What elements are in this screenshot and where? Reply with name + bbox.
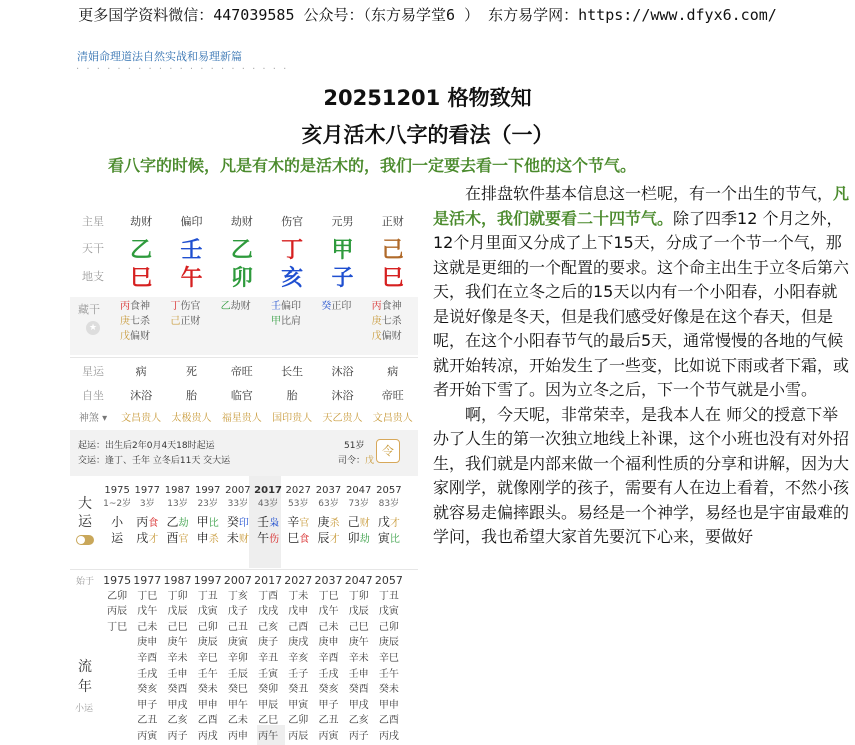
dayun-column[interactable] xyxy=(313,485,343,547)
liunian-year-cell[interactable]: 丁亥 xyxy=(227,590,248,602)
dayun-age: 3岁 xyxy=(139,499,155,509)
liunian-year-cell[interactable]: 乙丑 xyxy=(137,715,158,727)
dayun-year: 2017 xyxy=(254,485,283,496)
row-label: 地支 xyxy=(82,270,104,283)
zizuo-cell: 帝旺 xyxy=(381,389,404,402)
header-cell: 偏印 xyxy=(180,215,203,228)
xingyun-cell: 病 xyxy=(135,365,147,378)
canggan-column xyxy=(372,299,402,344)
dayun-age: 33岁 xyxy=(227,499,249,509)
liunian-year-cell[interactable]: 辛未 xyxy=(167,652,188,664)
liunian-year-cell[interactable]: 壬午 xyxy=(197,668,218,680)
liunian-year-cell[interactable]: 丁酉 xyxy=(258,590,279,602)
liunian-column xyxy=(132,573,162,745)
liunian-year-cell[interactable]: 丁丑 xyxy=(197,590,218,602)
liunian-year-cell[interactable]: 甲辰 xyxy=(258,699,279,711)
zizuo-cell: 沐浴 xyxy=(130,389,153,402)
dayun-ganzhi: 戊才 xyxy=(377,515,400,529)
liunian-year-cell[interactable]: 癸亥 xyxy=(137,684,158,696)
liunian-year-cell[interactable]: 甲午 xyxy=(227,699,248,711)
paragraph-1 xyxy=(433,182,853,403)
liunian-year-cell[interactable]: 庚辰 xyxy=(197,637,218,649)
dayun-column[interactable] xyxy=(374,485,404,547)
liunian-start-year: 2047 xyxy=(344,574,373,587)
canggan-column xyxy=(321,299,351,314)
liunian-year-cell[interactable]: 壬申 xyxy=(348,668,369,680)
liunian-year-cell[interactable]: 壬戌 xyxy=(137,668,158,680)
liunian-year-cell[interactable]: 癸卯 xyxy=(258,684,279,696)
dayun-ganzhi: 卯劫 xyxy=(347,531,370,545)
liunian-year-cell[interactable]: 戊午 xyxy=(137,606,158,618)
xiaoyun-label: 小运 xyxy=(75,704,94,714)
dayun-ganzhi: 运 xyxy=(111,531,124,545)
dizhi-cell: 巳 xyxy=(130,265,153,291)
dayun-ganzhi: 戌才 xyxy=(136,531,159,545)
canggan-item: 己正财 xyxy=(170,316,201,327)
liunian-column xyxy=(223,573,253,745)
zizuo-cell: 胎 xyxy=(286,389,298,402)
dayun-age: 63岁 xyxy=(318,499,339,509)
shensha-cell: 文昌贵人 xyxy=(121,412,162,424)
liunian-column xyxy=(162,573,192,745)
divider xyxy=(70,569,418,570)
liunian-year-cell[interactable]: 庚申 xyxy=(318,637,339,649)
liunian-year-cell[interactable]: 丁卯 xyxy=(348,590,369,602)
liunian-year-cell[interactable]: 丁巳 xyxy=(107,621,128,633)
liunian-start-year: 2017 xyxy=(254,574,283,587)
canggan-item: 丁伤官 xyxy=(170,301,201,312)
xingyun-cell: 病 xyxy=(387,365,399,378)
liunian-start-year: 2007 xyxy=(223,574,252,587)
zizuo-cell: 沐浴 xyxy=(331,389,354,402)
dayun-year: 2007 xyxy=(225,485,251,496)
liunian-year-cell[interactable]: 戊寅 xyxy=(197,606,218,618)
dayun-column[interactable] xyxy=(162,485,192,547)
dayun-column[interactable] xyxy=(253,485,283,547)
liunian-year-cell[interactable]: 丙子 xyxy=(348,730,369,742)
canggan-column xyxy=(271,299,301,329)
zizuo-cell: 胎 xyxy=(185,389,197,402)
liunian-year-cell[interactable]: 壬子 xyxy=(288,668,309,680)
row-label: 主星 xyxy=(82,215,104,228)
shensha-cell: 国印贵人 xyxy=(272,412,313,424)
dayun-year: 2047 xyxy=(345,485,372,496)
liunian-year-cell[interactable]: 壬午 xyxy=(378,668,399,680)
zizuo-cell: 临官 xyxy=(230,389,253,402)
liunian-year-cell[interactable]: 丁巳 xyxy=(318,590,339,602)
canggan-label: 藏干 xyxy=(78,303,100,316)
dayun-column[interactable] xyxy=(283,485,313,547)
shensha-cell: 太极贵人 xyxy=(171,412,212,424)
dayun-ganzhi: 寅比 xyxy=(377,531,400,545)
liunian-year-cell[interactable]: 辛巳 xyxy=(197,652,218,664)
liunian-column xyxy=(253,573,283,745)
dizhi-cell: 卯 xyxy=(230,265,253,291)
canggan-item: 甲比肩 xyxy=(271,316,301,327)
siling-value: 戊 xyxy=(365,456,375,466)
liunian-year-cell[interactable]: 戊子 xyxy=(227,606,248,618)
dayun-column[interactable] xyxy=(223,485,253,547)
liunian-year-cell[interactable]: 丙辰 xyxy=(288,730,309,742)
liunian-column xyxy=(313,573,343,745)
article-title: 20251201 格物致知 xyxy=(323,86,532,110)
article-subtitle: 亥月活木八字的看法（一） xyxy=(301,123,554,147)
liunian-column xyxy=(374,573,404,745)
liunian-year-cell[interactable]: 辛卯 xyxy=(227,652,248,664)
star-icon[interactable]: ★ xyxy=(86,321,100,335)
dayun-ganzhi: 未财 xyxy=(226,531,249,545)
p1-highlight: 凡是活木，我们就要看二十四节气。 xyxy=(433,184,850,228)
current-age: 51岁 xyxy=(344,441,365,451)
liunian-year-cell[interactable]: 丙子 xyxy=(167,730,188,742)
liunian-year-cell[interactable]: 戊辰 xyxy=(348,606,369,618)
liunian-year-cell[interactable]: 乙酉 xyxy=(378,715,399,727)
tiangan-cell: 乙 xyxy=(230,237,253,263)
liunian-year-cell[interactable]: 庚辰 xyxy=(378,637,399,649)
canggan-item: 壬偏印 xyxy=(271,301,301,312)
canggan-item: 庚七杀 xyxy=(371,316,402,327)
liunian-year-cell[interactable]: 庚申 xyxy=(137,637,158,649)
dayun-column[interactable] xyxy=(344,485,374,547)
p1-text-a: 在排盘软件基本信息这一栏呢，有一个出生的节气， xyxy=(465,184,834,203)
liunian-year-cell[interactable]: 丙寅 xyxy=(318,730,339,742)
dayun-age: 83岁 xyxy=(378,499,400,509)
xingyun-row xyxy=(70,361,418,381)
xingyun-cell: 死 xyxy=(185,365,197,378)
shensha-dropdown[interactable]: 神煞 ▾ xyxy=(78,412,108,424)
dayun-ganzhi: 辛官 xyxy=(287,515,310,529)
liunian-year-cell[interactable]: 丙戌 xyxy=(378,730,399,742)
siling-info xyxy=(338,453,374,466)
dayun-age: 53岁 xyxy=(288,499,309,509)
liunian-year-cell[interactable]: 甲戌 xyxy=(167,699,188,711)
liunian-year-cell[interactable]: 丁卯 xyxy=(167,590,188,602)
liunian-year-cell[interactable]: 辛未 xyxy=(348,652,369,664)
dayun-label: 大运 xyxy=(78,496,92,530)
tiangan-cell: 甲 xyxy=(331,237,354,263)
liunian-year-cell[interactable]: 癸未 xyxy=(197,684,218,696)
canggan-item: 乙劫财 xyxy=(220,301,251,312)
dayun-ganzhi: 申杀 xyxy=(196,531,219,545)
dayun-column[interactable] xyxy=(193,485,223,547)
canggan-item: 戊偏财 xyxy=(371,331,402,342)
liunian-year-cell[interactable]: 乙亥 xyxy=(167,715,188,727)
liunian-year-cell[interactable]: 甲寅 xyxy=(288,699,309,711)
tiangan-cell: 丁 xyxy=(281,237,304,263)
zizuo-row xyxy=(70,385,418,405)
canggan-item: 庚七杀 xyxy=(120,316,150,327)
liunian-year-cell[interactable]: 己酉 xyxy=(288,621,309,633)
liunian-column xyxy=(193,573,223,745)
shensha-row xyxy=(70,407,418,425)
liunian-year-cell[interactable]: 己未 xyxy=(137,621,158,633)
canggan-item: 丙食神 xyxy=(371,301,402,312)
canggan-item: 癸正印 xyxy=(321,301,352,312)
header-cell: 伤官 xyxy=(281,215,304,228)
dayun-age: 23岁 xyxy=(197,499,218,509)
header-cell: 正财 xyxy=(381,215,404,228)
liunian-year-cell[interactable]: 庚寅 xyxy=(227,637,248,649)
canggan-item: 戊偏财 xyxy=(120,331,150,342)
dayun-column[interactable] xyxy=(132,485,162,547)
liunian-year-cell[interactable]: 戊午 xyxy=(318,606,339,618)
liunian-year-cell[interactable]: 乙酉 xyxy=(197,715,218,727)
liunian-year-cell[interactable]: 乙丑 xyxy=(318,715,339,727)
xingyun-cell: 帝旺 xyxy=(230,365,253,378)
liunian-column xyxy=(102,573,132,635)
liunian-year-cell[interactable]: 辛丑 xyxy=(258,652,279,664)
dayun-toggle[interactable] xyxy=(76,535,94,545)
dayun-year: 1987 xyxy=(164,485,191,496)
dizhi-cell: 巳 xyxy=(381,265,404,291)
dayun-ganzhi: 丙食 xyxy=(136,515,159,529)
liunian-year-cell[interactable]: 壬戌 xyxy=(318,668,339,680)
liunian-column xyxy=(344,573,374,745)
liunian-year-cell[interactable]: 己未 xyxy=(318,621,339,633)
qiyun-text: 起运：出生后2年0月4天18时起运 xyxy=(78,441,215,451)
lead-sentence: 看八字的时候，凡是有木的是活木的，我们一定要去看一下他的这个节气。 xyxy=(108,156,637,175)
tiangan-cell: 乙 xyxy=(130,237,153,263)
liunian-year-cell[interactable]: 癸亥 xyxy=(318,684,339,696)
liunian-year-cell[interactable]: 丁丑 xyxy=(378,590,399,602)
liunian-year-cell[interactable]: 癸丑 xyxy=(288,684,309,696)
liunian-year-cell[interactable]: 庚子 xyxy=(258,637,279,649)
p2-text: 啊，今天呢，非常荣幸，是我本人在 师父的授意下举办了人生的第一次独立地线上补课，这个小班也没有对外招生，我们就是内部来做一个福利性质的分享和讲解，因为大家刚学，就像刚学的孩子，需要有人在边上看着，不然小孩就容易走偏摔跟头。易经是一个神学，易经也是宇宙最难的学问，我也希望大家首先要沉下心来，要做好 xyxy=(433,404,850,546)
dayun-ganzhi: 壬枭 xyxy=(257,515,280,529)
liunian-year-cell[interactable]: 庚戌 xyxy=(288,637,309,649)
dayun-year: 2027 xyxy=(285,485,311,496)
tiangan-cell: 己 xyxy=(381,237,404,263)
liunian-year-cell[interactable]: 癸巳 xyxy=(227,684,248,696)
liunian-year-cell[interactable]: 辛亥 xyxy=(288,652,309,664)
liunian-year-cell[interactable]: 丙寅 xyxy=(137,730,158,742)
liunian-year-cell[interactable]: 甲子 xyxy=(137,699,158,711)
liunian-year-cell[interactable]: 丙午 xyxy=(258,730,279,742)
calendar-icon[interactable]: 令 xyxy=(376,439,400,463)
contact-banner: 更多国学资料微信：447039585 公众号：（东方易学堂6 ） 东方易学网：https://www.dfyx6.com/ xyxy=(78,6,777,24)
liunian-year-cell[interactable]: 壬辰 xyxy=(227,668,248,680)
dayun-year: 1997 xyxy=(194,485,221,496)
liunian-year-cell[interactable]: 辛酉 xyxy=(137,652,158,664)
liunian-start-year: 2037 xyxy=(314,574,343,587)
xingyun-cell: 沐浴 xyxy=(331,365,354,378)
dayun-ganzhi: 庚杀 xyxy=(317,515,340,529)
bazi-chart-panel xyxy=(70,205,418,745)
liunian-start-year: 1977 xyxy=(133,574,162,587)
liunian-year-cell[interactable]: 乙未 xyxy=(227,715,248,727)
liunian-year-cell[interactable]: 丁未 xyxy=(288,590,309,602)
shensha-cell: 福星贵人 xyxy=(221,412,262,424)
liunian-column xyxy=(283,573,313,745)
row-label: 星运 xyxy=(82,365,104,378)
canggan-item: 丙食神 xyxy=(120,301,150,312)
paragraph-2 xyxy=(433,403,853,550)
liunian-year-cell[interactable]: 壬寅 xyxy=(258,668,279,680)
header-cell: 劫财 xyxy=(130,215,153,228)
liunian-year-cell[interactable]: 丙申 xyxy=(227,730,248,742)
liunian-year-cell[interactable]: 己巳 xyxy=(348,621,369,633)
dayun-ganzhi: 辰才 xyxy=(317,531,340,545)
liunian-start-year: 1987 xyxy=(163,574,192,587)
dayun-year: 1975 xyxy=(104,485,130,496)
dayun-ganzhi: 小 xyxy=(111,515,124,529)
shensha-cell: 文昌贵人 xyxy=(372,412,413,424)
dayun-ganzhi: 癸印 xyxy=(226,515,249,529)
divider xyxy=(70,357,418,358)
dayun-column[interactable] xyxy=(102,485,132,547)
liunian-year-cell[interactable]: 己卯 xyxy=(378,621,399,633)
jiaoyun-text: 交运：逢丁、壬年 立冬后11天 交大运 xyxy=(78,456,231,466)
liunian-year-cell[interactable]: 乙亥 xyxy=(348,715,369,727)
liunian-year-cell[interactable]: 壬申 xyxy=(167,668,188,680)
liunian-year-cell[interactable]: 乙巳 xyxy=(258,715,279,727)
liunian-year-cell[interactable]: 癸酉 xyxy=(348,684,369,696)
liunian-year-cell[interactable]: 丁巳 xyxy=(137,590,158,602)
liunian-year-cell[interactable]: 甲申 xyxy=(378,699,399,711)
dayun-age: 1~2岁 xyxy=(103,499,132,509)
dayun-age: 13岁 xyxy=(167,499,188,509)
siling-label: 司令： xyxy=(338,456,366,466)
shensha-cell: 天乙贵人 xyxy=(322,412,363,424)
shiyu-label: 始于 xyxy=(76,577,95,587)
liunian-year-cell[interactable]: 甲戌 xyxy=(348,699,369,711)
tiangan-row xyxy=(70,233,418,263)
header-cell: 劫财 xyxy=(230,215,253,228)
dizhi-cell: 午 xyxy=(180,265,203,291)
p1-text-b: 除了四季12 个月之外，12个月里面又分成了上下15天，分成了一个节一个气，那这就是更细的一个配置的要求。这个命主出生于立冬后第六天，我们在立冬之后的15天以内有一个小阳春，小阳春就是说好像是冬天，但是我们感受好像是在这个春天，但是呢，在这个小阳春节气的最后5天，通常慢慢的各地的气候就开始转凉，开始发生了一些变，比如说下雨或者下霜，或者开始下雪了。因为立冬之后，下一个节气就是小雪。 xyxy=(433,208,850,399)
liunian-year-cell[interactable]: 戊辰 xyxy=(167,606,188,618)
dizhi-cell: 亥 xyxy=(281,265,304,291)
liunian-year-cell[interactable]: 戊寅 xyxy=(378,606,399,618)
liunian-year-cell[interactable]: 甲子 xyxy=(318,699,339,711)
canggan-column xyxy=(120,299,150,344)
liunian-start-year: 1975 xyxy=(103,574,132,587)
xingyun-cell: 长生 xyxy=(281,365,304,378)
liunian-year-cell[interactable]: 庚午 xyxy=(348,637,369,649)
dayun-year: 2057 xyxy=(376,485,402,496)
liunian-start-year: 2027 xyxy=(284,574,313,587)
dayun-year: 1977 xyxy=(134,485,160,496)
liunian-year-cell[interactable]: 丙辰 xyxy=(107,606,128,618)
zhuxing-row xyxy=(70,211,418,231)
tiangan-cell: 壬 xyxy=(180,237,203,263)
liunian-label: 流年 xyxy=(78,659,92,695)
dayun-year: 2037 xyxy=(315,485,342,496)
row-label: 天干 xyxy=(82,242,104,255)
liunian-year-cell[interactable]: 庚午 xyxy=(167,637,188,649)
dayun-age: 43岁 xyxy=(257,499,279,509)
row-label: 自坐 xyxy=(82,389,104,402)
liunian-year-cell[interactable]: 戊申 xyxy=(288,606,309,618)
liunian-year-cell[interactable]: 辛巳 xyxy=(378,652,399,664)
liunian-year-cell[interactable]: 乙卯 xyxy=(288,715,309,727)
liunian-year-cell[interactable]: 辛酉 xyxy=(318,652,339,664)
dayun-ganzhi: 乙劫 xyxy=(166,515,189,529)
canggan-column xyxy=(170,299,200,329)
liunian-start-year: 2057 xyxy=(374,574,403,587)
dayun-ganzhi: 午伤 xyxy=(257,531,280,545)
liunian-year-cell[interactable]: 己丑 xyxy=(227,621,248,633)
dayun-ganzhi: 己财 xyxy=(347,515,370,529)
dayun-age: 73岁 xyxy=(348,499,369,509)
dayun-ganzhi: 甲比 xyxy=(196,515,219,529)
article-body xyxy=(433,182,853,550)
liunian-year-cell[interactable]: 己亥 xyxy=(258,621,279,633)
liunian-year-cell[interactable]: 丙戌 xyxy=(197,730,218,742)
dotted-divider: · · · · · · · · · · · · · · · · · · · · · xyxy=(76,64,289,75)
liunian-year-cell[interactable]: 癸未 xyxy=(378,684,399,696)
header-cell: 元男 xyxy=(331,215,354,228)
dayun-ganzhi: 酉官 xyxy=(166,531,189,545)
dayun-ganzhi: 巳食 xyxy=(287,531,310,545)
dizhi-row xyxy=(70,261,418,291)
liunian-year-cell[interactable]: 己巳 xyxy=(167,621,188,633)
liunian-year-cell[interactable]: 戊戌 xyxy=(258,606,279,618)
liunian-year-cell[interactable]: 乙卯 xyxy=(107,590,128,602)
liunian-year-cell[interactable]: 甲申 xyxy=(197,699,218,711)
liunian-year-cell[interactable]: 癸酉 xyxy=(167,684,188,696)
liunian-year-cell[interactable]: 己卯 xyxy=(197,621,218,633)
series-title-link[interactable]: 清娟命理道法自然实战和易理新篇 xyxy=(77,50,242,63)
liunian-start-year: 1997 xyxy=(193,574,222,587)
canggan-column xyxy=(221,299,251,314)
dizhi-cell: 子 xyxy=(331,265,354,291)
